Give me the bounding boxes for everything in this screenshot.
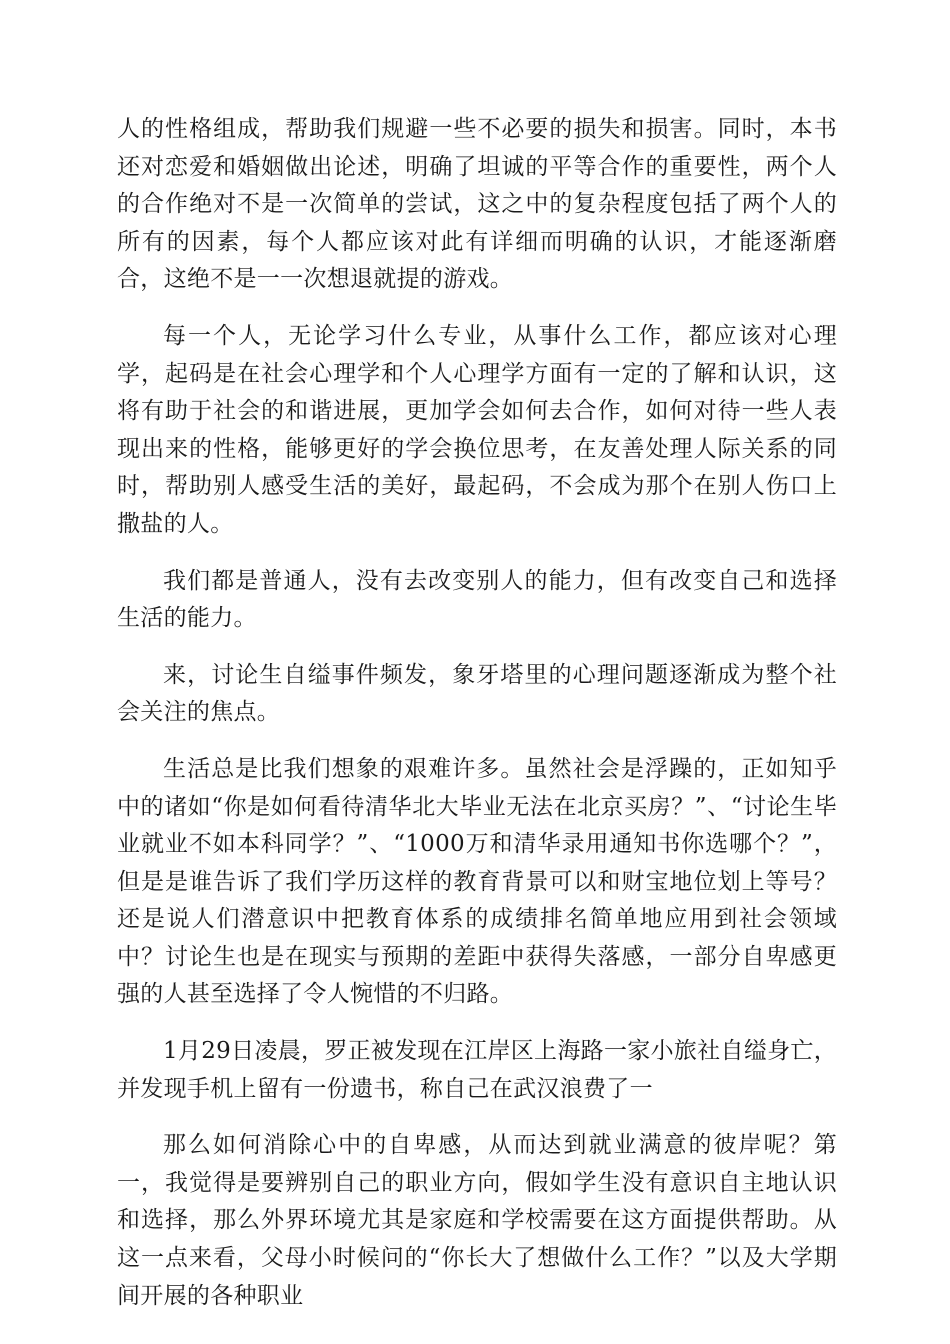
- document-page: [117, 111, 837, 1334]
- paragraph-6: 1月29日凌晨，罗正被发现在江岸区上海路一家小旅社自缢身亡，并发现手机上留有一份遗书，称自己在武汉浪费了一: [117, 1038, 837, 1102]
- paragraph-3: 我们都是普通人，没有去改变别人的能力，但有改变自己和选择生活的能力。: [117, 567, 837, 632]
- paragraph-5: 生活总是比我们想象的艰难许多。虽然社会是浮躁的，正如知乎中的诸如“你是如何看待清华北大毕业无法在北京买房？”、“讨论生毕业就业不如本科同学？”、“1000万和清华录用通知书你选哪个？”，但是是谁告诉了我们学历这样的教育背景可以和财宝地位划上等号？还是说人们潜意识中把教育体系的成绩排名简单地应用到社会领域中？讨论生也是在现实与预期的差距中获得失落感，一部分自卑感更强的人甚至选择了令人惋惜的不归路。: [117, 755, 837, 1008]
- paragraph-4: 来，讨论生自缢事件频发，象牙塔里的心理问题逐渐成为整个社会关注的焦点。: [117, 661, 837, 726]
- paragraph-1: 人的性格组成，帮助我们规避一些不必要的损失和损害。同时，本书还对恋爱和婚姻做出论述，明确了坦诚的平等合作的重要性，两个人的合作绝对不是一次简单的尝试，这之中的复杂程度包括了两个人的所有的因素，每个人都应该对此有详细而明确的认识，才能逐渐磨合，这绝不是一一次想退就提的游戏。: [117, 116, 837, 293]
- paragraph-7: 那么如何消除心中的自卑感，从而达到就业满意的彼岸呢？第一，我觉得是要辨别自己的职业方向，假如学生没有意识自主地认识和选择，那么外界环境尤其是家庭和学校需要在这方面提供帮助。从这一点来看，父母小时候问的“你长大了想做什么工作？”以及大学期间开展的各种职业: [117, 1132, 837, 1309]
- paragraph-2: 每一个人，无论学习什么专业，从事什么工作，都应该对心理学，起码是在社会心理学和个人心理学方面有一定的了解和认识，这将有助于社会的和谐进展，更加学会如何去合作，如何对待一些人表现出来的性格，能够更好的学会换位思考，在友善处理人际关系的同时，帮助别人感受生活的美好，最起码，不会成为那个在别人伤口上撒盐的人。: [117, 322, 837, 537]
